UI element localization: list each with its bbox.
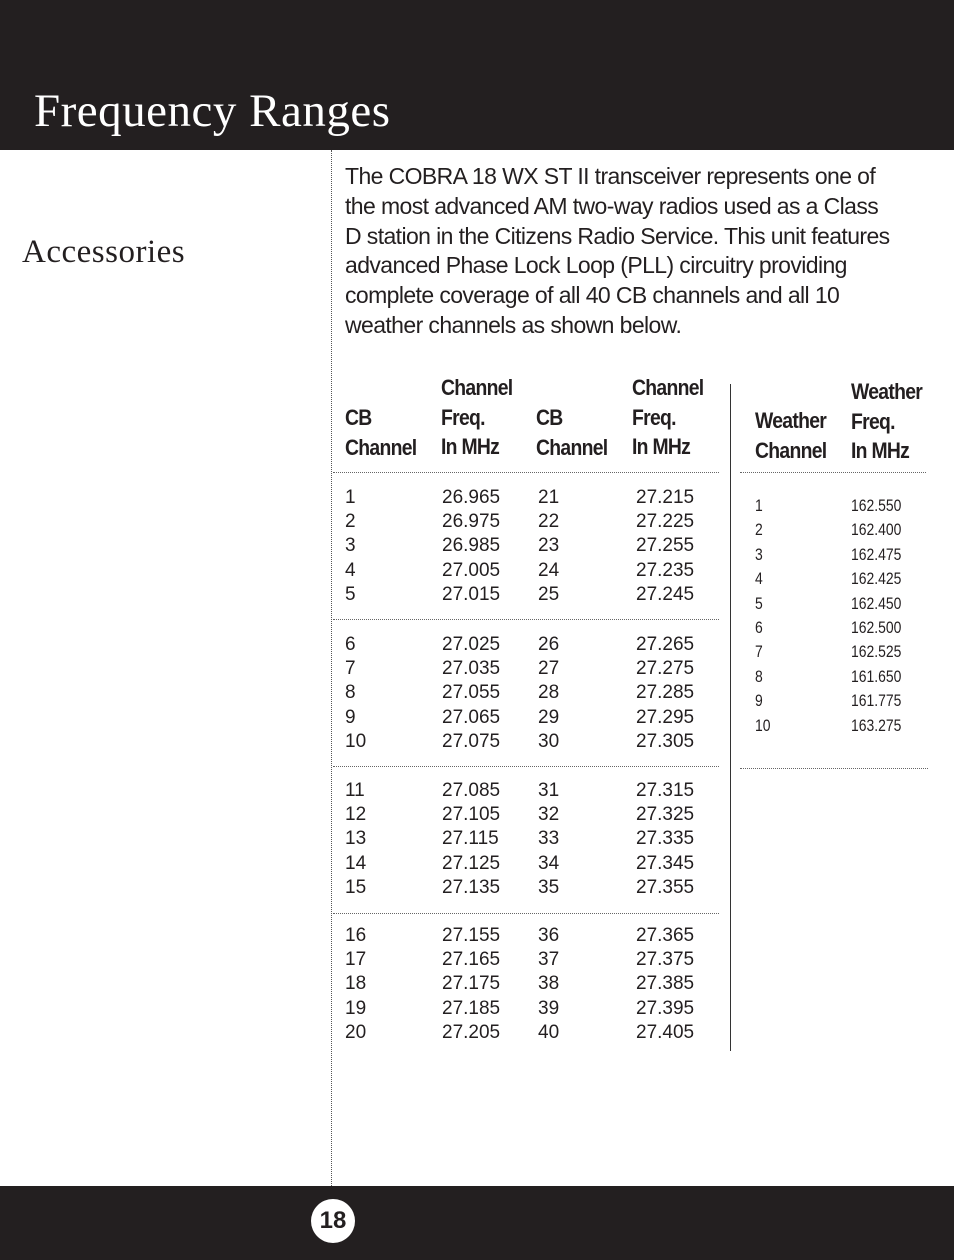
cb-channel-cell: 30 — [538, 730, 560, 752]
cb-channel-cell: 8 — [345, 682, 356, 704]
cb-channel-cell: 26 — [538, 634, 560, 655]
cb-channel-cell: 4 — [345, 559, 356, 581]
frequency-cell: 27.035 — [442, 658, 501, 680]
cb-channel-cell: 24 — [538, 559, 560, 581]
cb-channel-cell: 12 — [345, 804, 367, 826]
weather-rule — [740, 472, 926, 473]
cb-channel-cell: 33 — [538, 828, 560, 850]
frequency-cell: 27.285 — [636, 682, 695, 704]
frequency-cell: 27.055 — [442, 682, 501, 704]
frequency-cell: 27.185 — [442, 997, 501, 1019]
weather-frequency-cell: 162.400 — [851, 520, 902, 540]
cb-channel-cell: 35 — [538, 876, 560, 898]
cb-channel-cell: 36 — [538, 925, 560, 946]
cb-channel-cell: 19 — [345, 997, 367, 1019]
weather-frequency-cell: 162.450 — [851, 593, 902, 613]
cb-channel-cell: 25 — [538, 583, 560, 605]
weather-frequency-cell: 163.275 — [851, 715, 902, 735]
frequency-cell: 27.335 — [636, 828, 695, 850]
cb-channel-cell: 9 — [345, 706, 356, 728]
intro-line: D station in the Citizens Radio Service. This unit features — [345, 222, 890, 249]
table-separator — [730, 384, 731, 1051]
header-cb-channel-2: CB Channel — [536, 405, 608, 460]
cb-channel-cell: 6 — [345, 634, 356, 655]
table-rule — [333, 472, 719, 473]
frequency-cell: 27.365 — [636, 925, 695, 946]
frequency-cell: 27.395 — [636, 997, 695, 1019]
header-freq-2: Channel Freq. In MHz — [632, 375, 704, 459]
frequency-cell: 27.175 — [442, 973, 501, 995]
frequency-cell: 26.985 — [442, 535, 501, 557]
weather-frequency-cell: 162.500 — [851, 618, 902, 637]
header-freq-1: Channel Freq. In MHz — [441, 375, 513, 459]
cb-channel-cell: 14 — [345, 852, 367, 874]
weather-frequency-cell: 162.550 — [851, 496, 902, 515]
cb-channel-cell: 13 — [345, 828, 367, 850]
weather-frequency-cell: 161.650 — [851, 666, 902, 686]
frequency-cell: 27.165 — [442, 949, 501, 971]
cb-channel-cell: 39 — [538, 997, 560, 1019]
frequency-cell: 26.975 — [442, 511, 501, 533]
cb-channel-cell: 40 — [538, 1021, 560, 1043]
cb-channel-cell: 21 — [538, 487, 560, 508]
cb-channel-cell: 20 — [345, 1021, 367, 1043]
cb-channel-cell: 7 — [345, 658, 356, 680]
cb-channel-cell: 5 — [345, 583, 356, 605]
frequency-cell: 27.275 — [636, 658, 695, 680]
table-rule — [333, 619, 719, 620]
cb-channel-cell: 11 — [345, 780, 365, 801]
weather-frequency-cell: 161.775 — [851, 691, 902, 711]
frequency-cell: 27.125 — [442, 852, 501, 874]
column-divider — [331, 150, 332, 1186]
header-weather-freq: Weather Freq. In MHz — [851, 379, 923, 463]
weather-frequency-cell: 162.475 — [851, 544, 902, 564]
cb-channel-cell: 10 — [345, 730, 367, 752]
weather-channel-cell: 9 — [755, 691, 763, 711]
frequency-cell: 27.305 — [636, 730, 695, 752]
intro-line: the most advanced AM two-way radios used as a Class — [345, 192, 879, 219]
frequency-cell: 27.085 — [442, 780, 501, 801]
cb-channel-cell: 15 — [345, 876, 367, 898]
intro-line: weather channels as shown below. — [345, 311, 682, 338]
frequency-cell: 27.375 — [636, 949, 695, 971]
page-footer — [0, 1186, 954, 1260]
frequency-cell: 27.075 — [442, 730, 501, 752]
table-rule — [333, 766, 719, 767]
frequency-cell: 27.255 — [636, 535, 695, 557]
frequency-cell: 27.345 — [636, 852, 695, 874]
cb-channel-cell: 37 — [538, 949, 560, 971]
frequency-cell: 27.225 — [636, 511, 695, 533]
weather-frequency-cell: 162.425 — [851, 569, 902, 589]
weather-channel-cell: 4 — [755, 569, 763, 589]
intro-paragraph — [345, 162, 941, 341]
cb-channel-cell: 22 — [538, 511, 560, 533]
weather-channel-cell: 7 — [755, 642, 763, 662]
weather-channel-cell: 1 — [755, 496, 763, 515]
frequency-cell: 27.355 — [636, 876, 695, 898]
cb-channel-cell: 18 — [345, 973, 367, 995]
weather-channel-cell: 3 — [755, 544, 763, 564]
cb-channel-cell: 23 — [538, 535, 560, 557]
cb-channel-cell: 32 — [538, 804, 560, 826]
table-rule — [333, 913, 719, 914]
frequency-cell: 27.205 — [442, 1021, 501, 1043]
cb-channel-cell: 17 — [345, 949, 367, 971]
weather-channel-cell: 10 — [755, 715, 771, 735]
frequency-cell: 26.965 — [442, 487, 501, 508]
section-title: Accessories — [22, 234, 186, 270]
cb-channel-cell: 31 — [538, 780, 560, 801]
frequency-cell: 27.245 — [636, 583, 695, 605]
frequency-cell: 27.005 — [442, 559, 501, 581]
frequency-cell: 27.105 — [442, 804, 501, 826]
cb-channel-cell: 16 — [345, 925, 367, 946]
frequency-cell: 27.115 — [442, 828, 499, 850]
cb-channel-cell: 27 — [538, 658, 560, 680]
header-weather-channel: Weather Channel — [755, 408, 827, 463]
weather-channel-cell: 5 — [755, 593, 763, 613]
frequency-cell: 27.295 — [636, 706, 695, 728]
frequency-cell: 27.405 — [636, 1021, 695, 1043]
cb-channel-cell: 28 — [538, 682, 560, 704]
frequency-cell: 27.135 — [442, 876, 501, 898]
cb-channel-cell: 29 — [538, 706, 560, 728]
cb-channel-cell: 2 — [345, 511, 356, 533]
weather-frequency-cell: 162.525 — [851, 642, 902, 662]
frequency-cell: 27.315 — [636, 780, 695, 801]
header-cb-channel-1: CB Channel — [345, 405, 417, 460]
weather-channel-cell: 8 — [755, 666, 763, 686]
frequency-cell: 27.065 — [442, 706, 501, 728]
intro-line: advanced Phase Lock Loop (PLL) circuitry providing — [345, 252, 847, 279]
frequency-cell: 27.025 — [442, 634, 501, 655]
cb-channel-cell: 1 — [345, 487, 356, 508]
intro-line: The COBRA 18 WX ST II transceiver represents one of — [345, 163, 876, 189]
frequency-cell: 27.235 — [636, 559, 695, 581]
weather-rule — [740, 768, 928, 769]
cb-channel-cell: 38 — [538, 973, 560, 995]
page-number-badge: 18 — [311, 1199, 355, 1243]
cb-channel-cell: 3 — [345, 535, 356, 557]
cb-channel-cell: 34 — [538, 852, 560, 874]
frequency-cell: 27.325 — [636, 804, 695, 826]
frequency-cell: 27.385 — [636, 973, 695, 995]
page-header — [0, 0, 954, 150]
frequency-cell: 27.215 — [636, 487, 695, 508]
frequency-cell: 27.265 — [636, 634, 695, 655]
weather-channel-cell: 2 — [755, 520, 763, 540]
intro-line: complete coverage of all 40 CB channels and all 10 — [345, 282, 840, 309]
frequency-cell: 27.155 — [442, 925, 501, 946]
frequency-cell: 27.015 — [442, 583, 501, 605]
page-title: Frequency Ranges — [34, 85, 391, 137]
weather-channel-cell: 6 — [755, 618, 763, 637]
